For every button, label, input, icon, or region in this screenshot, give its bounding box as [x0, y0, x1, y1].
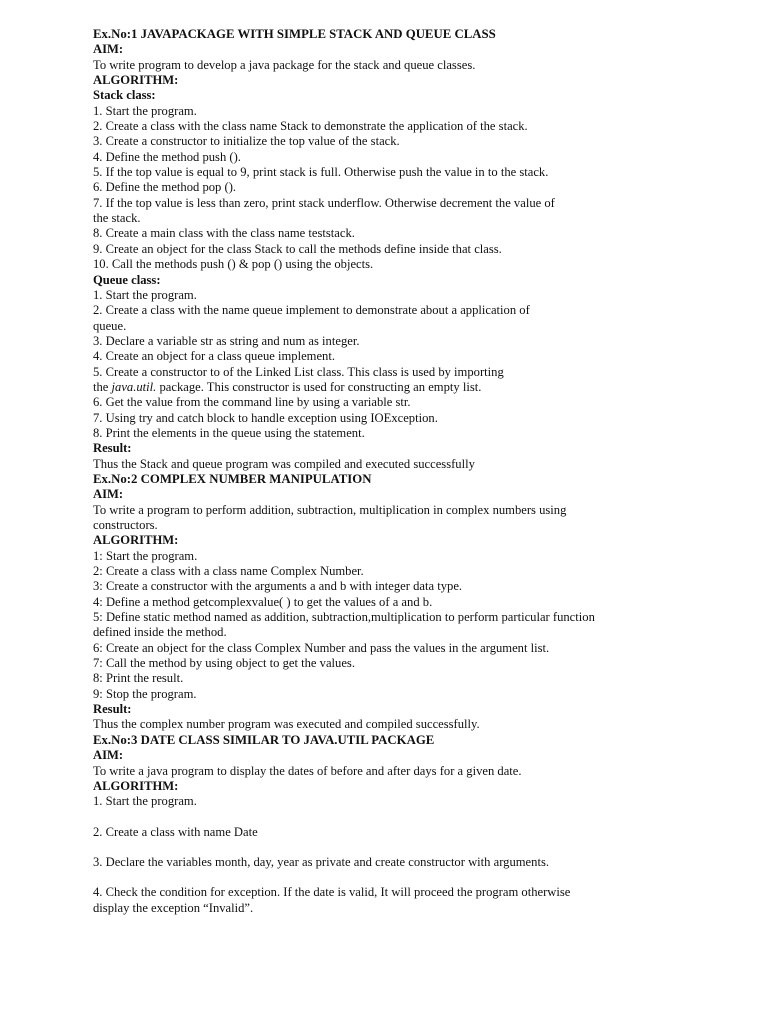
queue-class-heading: Queue class:: [93, 272, 161, 287]
exercise-3-title: Ex.No:3 DATE CLASS SIMILAR TO JAVA.UTIL PACKAGE: [93, 732, 435, 747]
exercise-1-result-heading: Result:: [93, 441, 132, 456]
complex-step: 1: Start the program.: [93, 548, 198, 563]
date-step: 1. Start the program.: [93, 794, 197, 809]
queue-step: 5. Create a constructor to of the Linked List class. This class is used by importing: [93, 364, 504, 379]
date-step: 3. Declare the variables month, day, year as private and create constructor with arguments.: [93, 854, 549, 869]
stack-step: 9. Create an object for the class Stack to call the methods define inside that class.: [93, 241, 502, 256]
complex-step: 9: Stop the program.: [93, 686, 197, 701]
complex-step: 4: Define a method getcomplexvalue( ) to get the values of a and b.: [93, 594, 433, 609]
exercise-3-aim-heading: AIM:: [93, 748, 124, 763]
exercise-3-algorithm-heading: ALGORITHM:: [93, 778, 179, 793]
spacer: [93, 870, 673, 885]
queue-step: 8. Print the elements in the queue using the statement.: [93, 425, 365, 440]
exercise-2-result-text: Thus the complex number program was executed and compiled successfully.: [93, 717, 480, 732]
stack-class-heading: Stack class:: [93, 88, 156, 103]
queue-step: queue.: [93, 318, 127, 333]
complex-step: 5: Define static method named as addition, subtraction,multiplication to perform particular function: [93, 610, 595, 625]
date-step: 2. Create a class with name Date: [93, 824, 258, 839]
complex-step: 7: Call the method by using object to get the values.: [93, 656, 355, 671]
exercise-2-aim-heading: AIM:: [93, 487, 124, 502]
date-step: 4. Check the condition for exception. If the date is valid, It will proceed the program otherwise: [93, 885, 571, 900]
queue-step: 3. Declare a variable str as string and num as integer.: [93, 333, 360, 348]
exercise-1-title: Ex.No:1 JAVAPACKAGE WITH SIMPLE STACK AND QUEUE CLASS: [93, 27, 496, 41]
complex-step: 2: Create a class with a class name Complex Number.: [93, 564, 364, 579]
date-step: display the exception “Invalid”.: [93, 900, 254, 915]
queue-step: 1. Start the program.: [93, 287, 197, 302]
stack-step: 4. Define the method push ().: [93, 149, 241, 164]
exercise-3-aim-text: To write a java program to display the dates of before and after days for a given date.: [93, 763, 522, 778]
stack-step: the stack.: [93, 211, 141, 226]
exercise-2-result-heading: Result:: [93, 702, 132, 717]
exercise-2-aim-text: constructors.: [93, 518, 158, 532]
spacer: [93, 840, 673, 855]
stack-step: 10. Call the methods push () & pop () using the objects.: [93, 257, 374, 272]
complex-step: 3: Create a constructor with the arguments a and b with integer data type.: [93, 579, 463, 594]
stack-step: 3. Create a constructor to initialize the top value of the stack.: [93, 134, 400, 149]
complex-step: defined inside the method.: [93, 625, 227, 640]
stack-step: 5. If the top value is equal to 9, print stack is full. Otherwise push the value in to the stack.: [93, 165, 549, 180]
stack-step: 8. Create a main class with the class name teststack.: [93, 226, 355, 241]
stack-step: 7. If the top value is less than zero, print stack underflow. Otherwise decrement the value of: [93, 195, 555, 210]
queue-step: 2. Create a class with the name queue implement to demonstrate about a application of: [93, 303, 530, 318]
queue-step: 6. Get the value from the command line by using a variable str.: [93, 395, 411, 410]
spacer: [93, 810, 673, 825]
queue-step-suffix: package. This constructor is used for constructing an empty list.: [156, 379, 482, 394]
queue-step: 7. Using try and catch block to handle exception using IOException.: [93, 410, 438, 425]
stack-step: 6. Define the method pop ().: [93, 180, 237, 195]
document-page: [93, 27, 673, 916]
exercise-1-algorithm-heading: ALGORITHM:: [93, 73, 179, 88]
exercise-1-aim-text: To write program to develop a java package for the stack and queue classes.: [93, 57, 476, 72]
exercise-2-aim-text: To write a program to perform addition, subtraction, multiplication in complex numbers using: [93, 502, 567, 517]
complex-step: 8: Print the result.: [93, 671, 184, 686]
exercise-2-title: Ex.No:2 COMPLEX NUMBER MANIPULATION: [93, 471, 372, 486]
queue-step: 4. Create an object for a class queue implement.: [93, 349, 335, 364]
exercise-1-result-text: Thus the Stack and queue program was compiled and executed successfully: [93, 456, 475, 471]
exercise-1-aim-heading: AIM:: [93, 42, 124, 57]
stack-step: 2. Create a class with the class name Stack to demonstrate the application of the stack.: [93, 119, 528, 134]
complex-step: 6: Create an object for the class Complex Number and pass the values in the argument list.: [93, 640, 550, 655]
stack-step: 1. Start the program.: [93, 103, 197, 118]
java-util-italic: java.util.: [111, 379, 157, 394]
exercise-2-algorithm-heading: ALGORITHM:: [93, 533, 179, 548]
queue-step-prefix: the: [93, 379, 112, 394]
queue-step-continued: [93, 380, 673, 395]
